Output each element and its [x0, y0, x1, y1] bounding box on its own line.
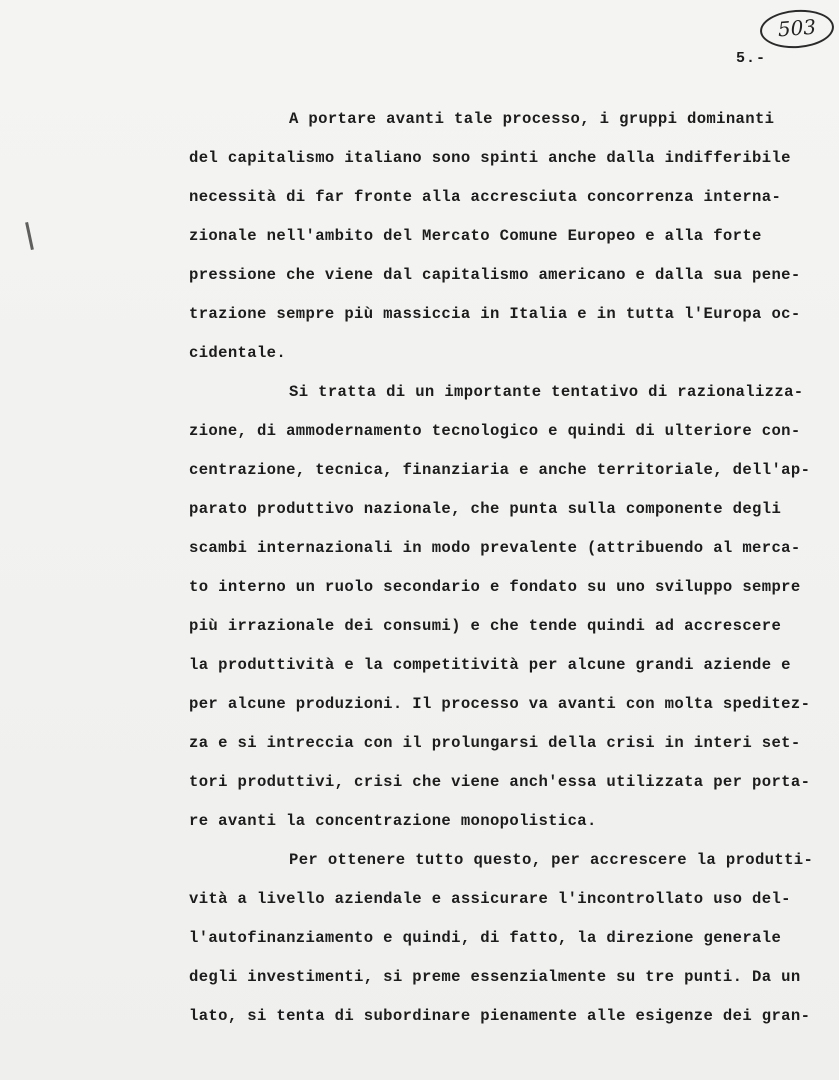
text-line: trazione sempre più massiccia in Italia e in tutta l'Europa oc- [189, 305, 801, 323]
text-line: pressione che viene dal capitalismo americano e dalla sua pene- [189, 266, 801, 284]
text-line: la produttività e la competitività per alcune grandi aziende e [189, 656, 791, 674]
archive-number-stamp [759, 7, 835, 50]
margin-mark [25, 222, 34, 250]
text-line: scambi internazionali in modo prevalente (attribuendo al merca- [189, 539, 801, 557]
text-line: centrazione, tecnica, finanziaria e anche territoriale, dell'ap- [189, 461, 811, 479]
text-line: per alcune produzioni. Il processo va avanti con molta speditez- [189, 695, 811, 713]
text-line: A portare avanti tale processo, i gruppi dominanti [289, 110, 775, 128]
text-line: l'autofinanziamento e quindi, di fatto, la direzione generale [189, 929, 782, 947]
text-line: tori produttivi, crisi che viene anch'essa utilizzata per porta- [189, 773, 811, 791]
text-line: zione, di ammodernamento tecnologico e quindi di ulteriore con- [189, 422, 801, 440]
text-line: del capitalismo italiano sono spinti anche dalla indifferibile [189, 149, 791, 167]
text-line: degli investimenti, si preme essenzialmente su tre punti. Da un [189, 968, 801, 986]
text-line: Si tratta di un importante tentativo di razionalizza- [289, 383, 804, 401]
text-line: to interno un ruolo secondario e fondato su uno sviluppo sempre [189, 578, 801, 596]
text-line: re avanti la concentrazione monopolistica. [189, 812, 597, 830]
text-line: parato produttivo nazionale, che punta sulla componente degli [189, 500, 782, 518]
body-text [189, 100, 829, 1036]
text-line: più irrazionale dei consumi) e che tende quindi ad accrescere [189, 617, 782, 635]
text-line: vità a livello aziendale e assicurare l'incontrollato uso del- [189, 890, 791, 908]
text-line: cidentale. [189, 344, 287, 362]
text-line: necessità di far fronte alla accresciuta concorrenza interna- [189, 188, 782, 206]
archive-number: 503 [777, 14, 817, 42]
text-line: Per ottenere tutto questo, per accrescere la produtti- [289, 851, 814, 869]
text-line: za e si intreccia con il prolungarsi della crisi in interi set- [189, 734, 801, 752]
text-line: zionale nell'ambito del Mercato Comune Europeo e alla forte [189, 227, 762, 245]
page-number: 5.- [736, 50, 767, 67]
text-line: lato, si tenta di subordinare pienamente alle esigenze dei gran- [189, 1007, 811, 1025]
